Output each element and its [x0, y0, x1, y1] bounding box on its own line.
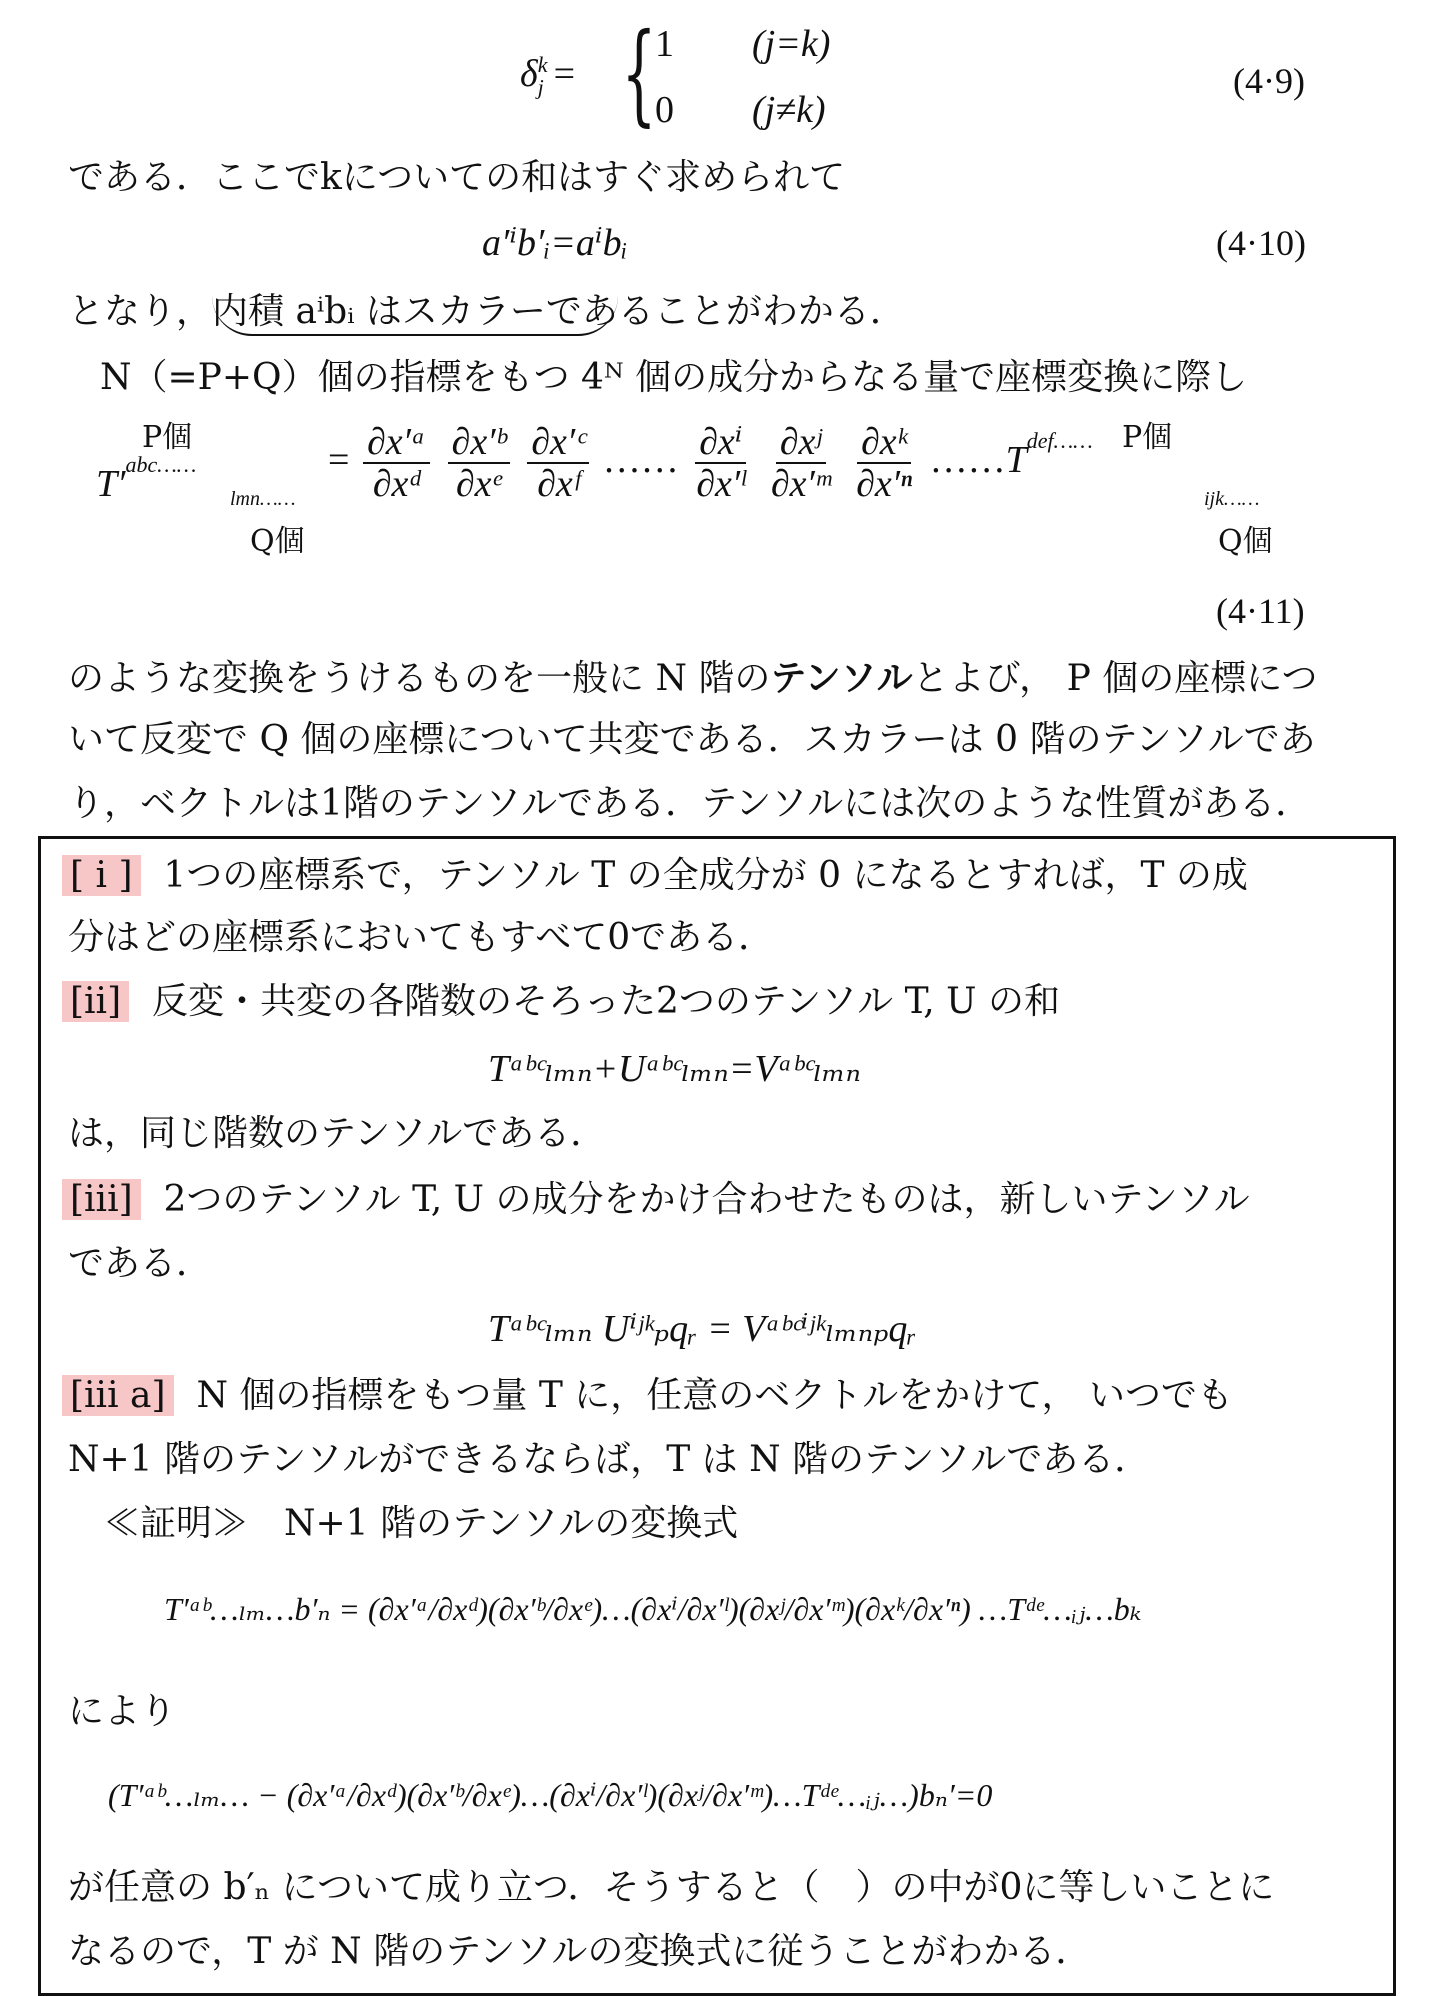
eq-4-9-tag: (4·9) — [1233, 61, 1305, 101]
property-ii-label: [ii] — [62, 981, 129, 1022]
proof-line-3: なるので，T が N 階のテンソルの変換式に従うことがわかる． — [68, 1931, 1092, 1972]
paragraph-4-line-3: り，ベクトルは1階のテンソルである．テンソルには次のような性質がある． — [68, 783, 1312, 824]
property-i-line-2: 分はどの座標系においてもすべて0である． — [68, 917, 775, 958]
p-label-right: P個 — [1122, 420, 1173, 455]
paragraph-1: である．ここでkについての和はすぐ求められて — [68, 157, 846, 198]
property-iii-label: [iii] — [62, 1179, 141, 1220]
bold-term: テンソル — [770, 657, 913, 699]
q-label-right: Q個 — [1218, 524, 1273, 559]
lower-right: ijk…… — [1204, 488, 1260, 510]
property-i-line-1: [ i ] 1つの座標系で，テンソル T の全成分が 0 になるとすれば，T の成 — [62, 854, 1248, 898]
property-iiia-label: [iii a] — [62, 1375, 174, 1416]
underlined-phrase: 内積 aⁱbᵢ はスカラーであ — [212, 291, 618, 336]
lower-left: lmn…… — [230, 488, 296, 510]
eq-4-11-tag: (4·11) — [1216, 591, 1305, 631]
eq-4-11-rhs: = $\frac{\text{∂x′ᵃ}}{\text{∂xᵈ}}$ $\frac{\text{∂x′ᵇ}}{\text{∂xᵉ}}$ $\frac{\text{∂x′ᶜ}}{\text{∂xᶠ}}$ …… $\frac{\text{∂xⁱ}}{\text{∂x′ˡ}}$ $\frac{\text{∂xʲ}}{\text{∂x′ᵐ}}$ $\frac{\text{∂xᵏ}}{\text{∂x′ⁿ}}$ $\dots\dots T^{def\dots\dots}$ — [328, 421, 1093, 506]
eq-4-9-case2-value: 0 — [655, 89, 674, 131]
paragraph-4-line-1: のような変換をうけるものを一般に N 階のテンソルとよび， P 個の座標につ — [68, 657, 1318, 699]
paragraph-2 — [68, 290, 906, 334]
proof-equation-2: (T′ᵃᵇ…ₗₘ… − (∂x′ᵃ/∂xᵈ)(∂x′ᵇ/∂xᵉ)…(∂xⁱ/∂x′ˡ)(∂xʲ/∂x′ᵐ)…Tᵈᵉ…ᵢⱼ…)bₙ′=0 — [108, 1777, 993, 1813]
property-ii-line-1: [ii] 反変・共変の各階数のそろった2つのテンソル T, U の和 — [62, 980, 1060, 1024]
eq-4-10-tag: (4·10) — [1216, 223, 1306, 263]
property-iii-equation: Tᵃᵇᶜₗₘₙ Uⁱʲᵏₚqᵣ = Vᵃᵇᶜⁱʲᵏₗₘₙₚqᵣ — [488, 1308, 917, 1350]
paragraph-2-pre: となり， — [68, 291, 213, 332]
proof-line-2: が任意の b′ₙ について成り立つ．そうすると（ ）の中が0に等しいことに — [68, 1867, 1275, 1908]
paragraph-4-line-2: いて反変で Q 個の座標について共変である．スカラーは 0 階のテンソルであ — [68, 719, 1316, 760]
eq-4-9-case1-cond: (j=k) — [752, 23, 831, 65]
brace-icon: { — [621, 9, 657, 137]
property-iii-line-2: である． — [68, 1243, 213, 1284]
q-label-left: Q個 — [250, 524, 305, 559]
eq-4-10: a′ⁱb′ᵢ=aⁱbᵢ — [482, 222, 628, 264]
property-iii-line-1: [iii] 2つのテンソル T, U の成分をかけ合わせたものは，新しいテンソル — [62, 1178, 1250, 1222]
eq-4-11-tprime: $T'^{abc\dots\dots}$ — [96, 452, 197, 505]
paragraph-3: N（=P+Q）個の指標をもつ 4ᴺ 個の成分からなる量で座標変換に際し — [100, 357, 1248, 398]
property-ii-equation: Tᵃᵇᶜₗₘₙ+Uᵃᵇᶜₗₘₙ=Vᵃᵇᶜₗₘₙ — [488, 1048, 861, 1090]
eq-4-9-case2-cond: (j≠k) — [752, 89, 826, 131]
property-ii-line-2: は，同じ階数のテンソルである． — [68, 1113, 607, 1154]
eq-4-9-case1-value: 1 — [655, 23, 674, 65]
proof-title: ≪証明≫ N+1 階のテンソルの変換式 — [104, 1503, 739, 1544]
eq-4-11 — [60, 416, 1380, 576]
paragraph-2-post: ることがわかる． — [617, 291, 906, 332]
property-i-label: [ i ] — [62, 855, 141, 896]
proof-equation-1: T′ᵃᵇ…ₗₘ…b′ₙ = (∂x′ᵃ/∂xᵈ)(∂x′ᵇ/∂xᵉ)…(∂xⁱ/∂x′ˡ)(∂xʲ/∂x′ᵐ)(∂xᵏ/∂x′ⁿ) …Tᵈᵉ…ᵢⱼ…bₖ — [164, 1591, 1142, 1627]
property-iiia-line-2: N+1 階のテンソルができるならば，T は N 階のテンソルである． — [68, 1439, 1151, 1480]
eq-4-9-lhs: $\delta_j^k$ = — [520, 52, 575, 100]
p-label-left: P個 — [142, 420, 193, 455]
property-iiia-line-1: [iii a] N 個の指標をもつ量 T に，任意のベクトルをかけて， いつでも — [62, 1374, 1233, 1418]
proof-line-by: により — [68, 1691, 177, 1732]
